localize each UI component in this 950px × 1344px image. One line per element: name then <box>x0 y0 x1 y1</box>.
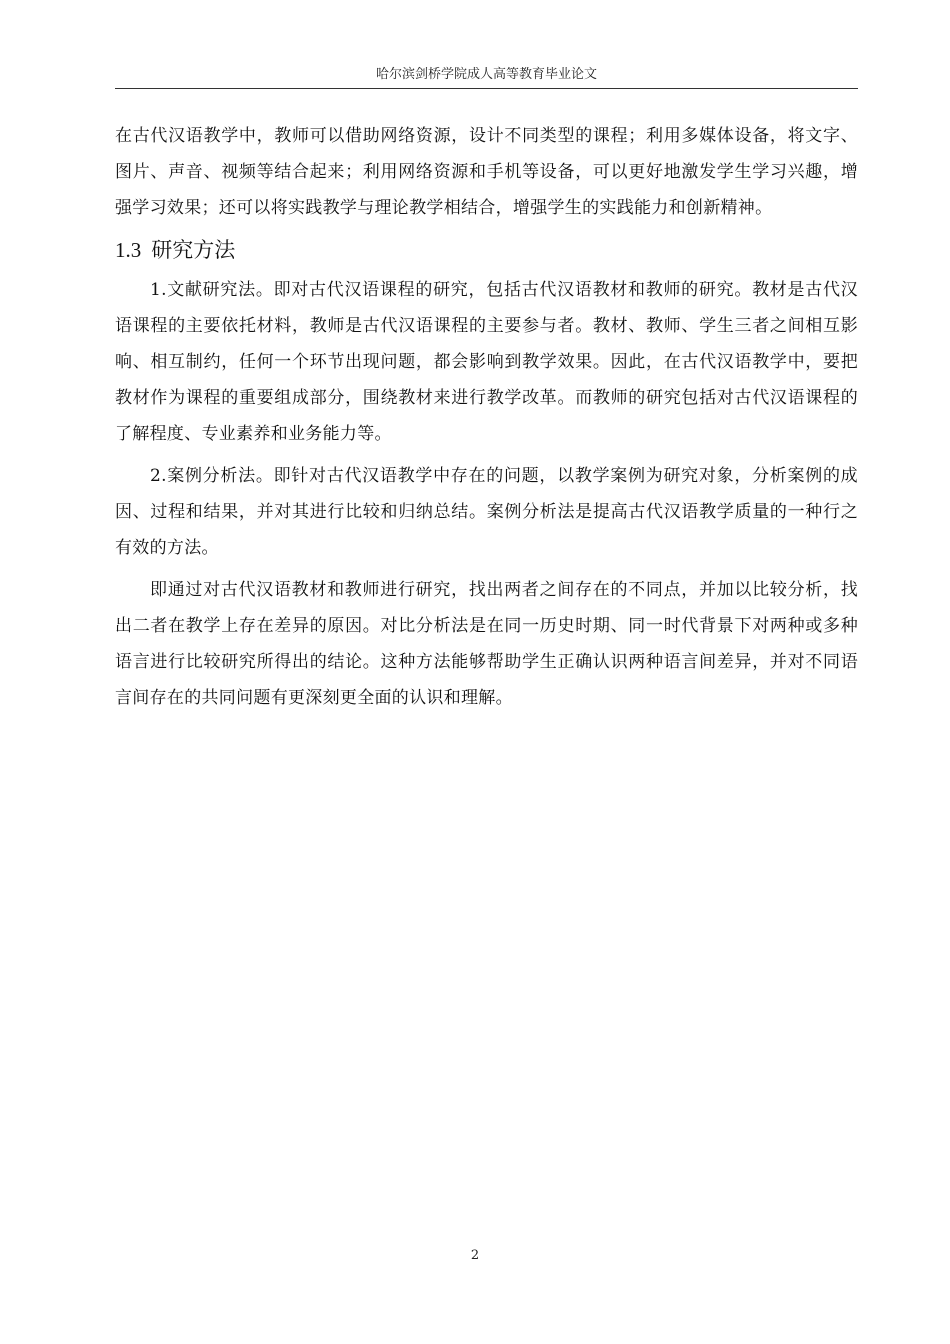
paragraph-literature-method: 1.文献研究法。即对古代汉语课程的研究，包括古代汉语教材和教师的研究。教材是古代汉语课程的主要依托材料，教师是古代汉语课程的主要参与者。教材、教师、学生三者之间相互影响、相互制约，任何一个环节出现问题，都会影响到教学效果。因此，在古代汉语教学中，要把教材作为课程的重要组成部分，围绕教材来进行教学改革。而教师的研究包括对古代汉语课程的了解程度、专业素养和业务能力等。 <box>115 280 858 444</box>
paragraph-comparative-method: 即通过对古代汉语教材和教师进行研究，找出两者之间存在的不同点，并加以比较分析，找出二者在教学上存在差异的原因。对比分析法是在同一历史时期、同一时代背景下对两种或多种语言进行比较研究所得出的结论。这种方法能够帮助学生正确认识两种语言间差异，并对不同语言间存在的共同问题有更深刻更全面的认识和理解。 <box>115 580 858 708</box>
body-text <box>115 118 858 716</box>
header-rule <box>115 88 858 89</box>
section-title: 研究方法 <box>151 238 236 262</box>
paragraph-case-analysis-method: 2.案例分析法。即针对古代汉语教学中存在的问题，以教学案例为研究对象，分析案例的成因、过程和结果，并对其进行比较和归纳总结。案例分析法是提高古代汉语教学质量的一种行之有效的方法。 <box>115 466 858 558</box>
running-header: 哈尔滨剑桥学院成人高等教育毕业论文 <box>375 67 597 82</box>
page-number: 2 <box>470 1248 480 1263</box>
section-number: 1.3 <box>115 238 142 262</box>
intro-paragraph: 在古代汉语教学中，教师可以借助网络资源，设计不同类型的课程；利用多媒体设备，将文字、图片、声音、视频等结合起来；利用网络资源和手机等设备，可以更好地激发学生学习兴趣，增强学习效果；还可以将实践教学与理论教学相结合，增强学生的实践能力和创新精神。 <box>115 126 858 218</box>
section-heading <box>115 236 858 264</box>
